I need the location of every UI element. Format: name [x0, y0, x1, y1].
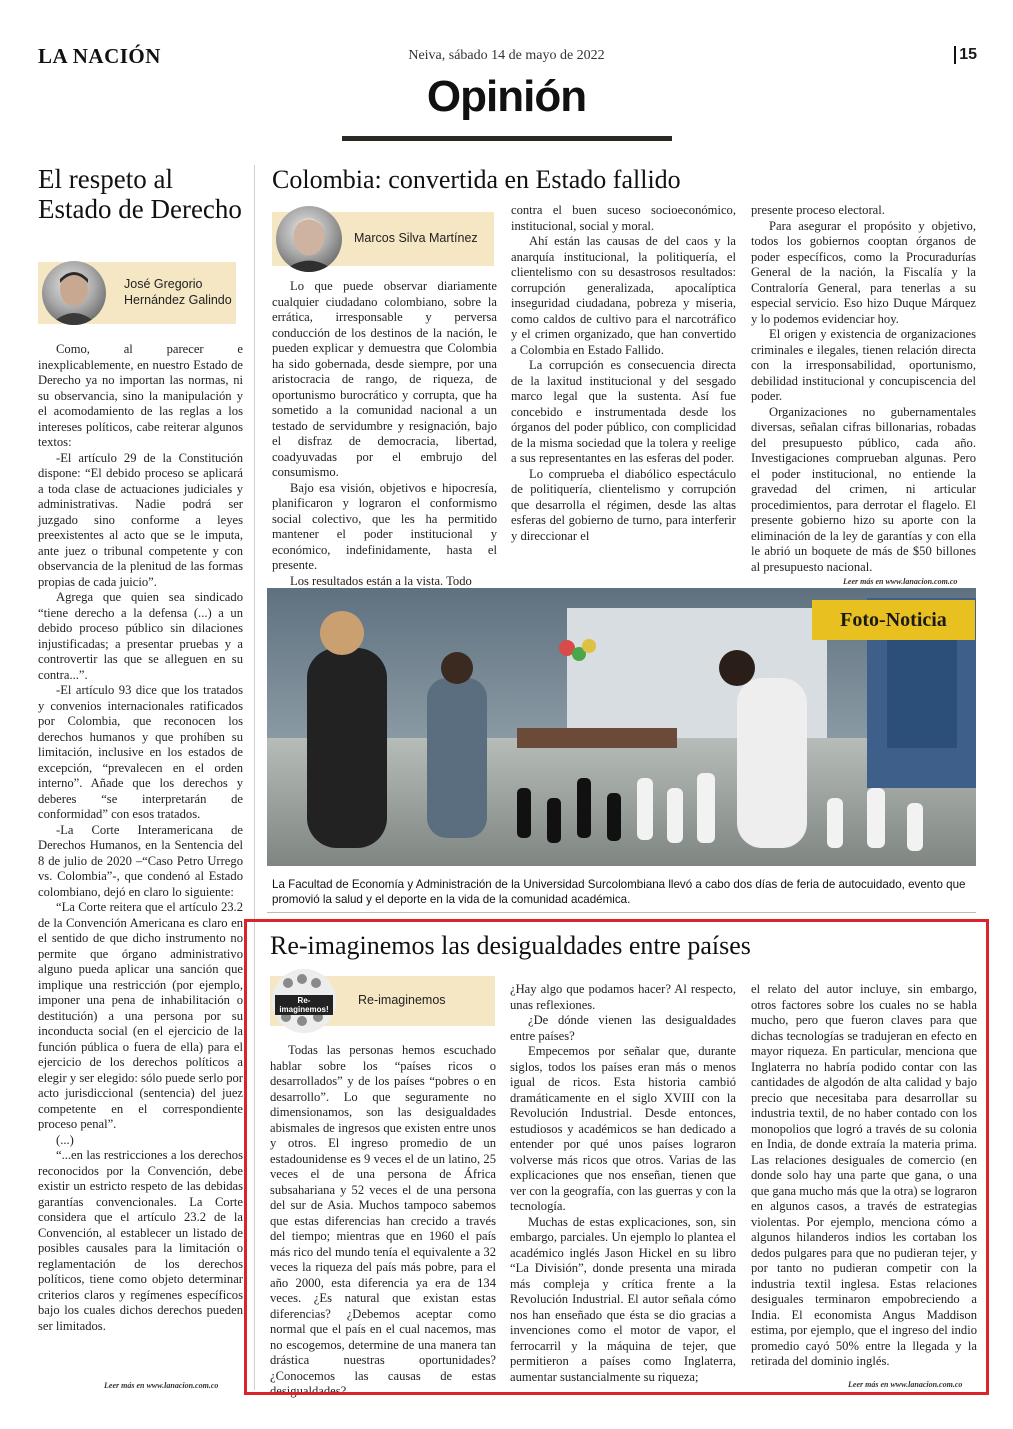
- photo-caption: La Facultad de Economía y Administración de la Universidad Surcolombiana llevó a cabo dos días de feria de autocuidado, evento que promovió la salud y el deporte en la vida de la comunidad académica.: [272, 878, 966, 906]
- left-paragraph: “La Corte reitera que el artículo 23.2 de la Convención Americana es claro en el sentido de que dicho instrumento no permite que órgano administrativo alguno pueda aplicar una sanción que implique una restricción (por ejemplo, imponer una pena de inhabilitación o destitución) a una persona por su inconducta social (en el ejercicio de la función pública o fuera de ella) para el ejercicio de los derechos políticos a elegir y ser elegido: sólo puede serlo por acto jurisdiccional (sentencia) del juez competente en el correspondiente proceso penal”.: [38, 900, 243, 1131]
- bottom-article-headline: Re-imaginemos las desigualdades entre países: [270, 931, 751, 960]
- section-rule: [342, 136, 672, 141]
- bottom-paragraph: el relato del autor incluye, sin embargo, otros factores sobre los cuales no se habla mucho, pero que fueron claves para que dichas tecnologías se tradujeran en efecto en mayor riqueza. En particular, menciona que Inglaterra no habría podido contar con las cantidades de algodón de alta calidad y bajo precio que necesitaba para desarrollar su industria textil, de no haber contado con los monopolios que logró a través de su colonia en India, de donde extraía la materia prima. Las relaciones desiguales de comercio (en donde solo hay una parte que gana, o una que gana mucho más que la otra) se lograron en algunos casos, a través de estrategias violentas. Por ejemplo, menciona cómo a algunos hilanderos indios les cortaban los dedos pulgares para que no pudieran tejer, y por tanto no pudieran competir con la industria textil inglesa. Estas relaciones desiguales terminaron empobreciendo a India. El economista Angus Maddison estima, por ejemplo, que el ingreso del indio promedio cayó 50% entre la llegada y la retirada del dominio inglés.: [751, 982, 977, 1368]
- bottom-paragraph: Muchas de estas explicaciones, son, sin embargo, parciales. Un ejemplo lo plantea el académico inglés Jason Hickel en su libro “La División”, donde presenta una mirada más compleja y crítica frente a la Revolución Industrial. El autor señala cómo nos han enseñado que ésta se dio gracias a invenciones como el motor de vapor, el ferrocarril y la máquina de tejer, que permitieron a países como Inglaterra, aumentar sustancialmente su riqueza;: [510, 1214, 736, 1384]
- top-paragraph: Lo comprueba el diabólico espectáculo de politiquería, clientelismo y corrupción que desarrolla el régimen, desde las altas esferas del gobierno de turno, para interferir y direccionar el: [511, 466, 736, 543]
- author-photo-icon: [276, 206, 342, 272]
- top-paragraph: contra el buen suceso socioeconómico, institucional, social y moral.: [511, 203, 736, 233]
- bottom-article-column-1: [270, 1043, 496, 1400]
- top-paragraph: Bajo esa visión, objetivos e hipocresía, planificaron y lograron el conformismo social colectivo, que les ha permitido mantener el poder institucional y económico, indefinidamente, hasta el presente.: [272, 480, 497, 572]
- left-paragraph: Como, al parecer e inexplicablemente, en nuestro Estado de Derecho ya no importan las normas, ni su observancia, sino la manipulación y el acomodamiento de las reglas a los intereses políticos, cabe reiterar algunos textos:: [38, 342, 243, 449]
- top-paragraph: La corrupción es consecuencia directa de la laxitud institucional y del sesgado marco legal que la sustenta. Así fue concebido e instrumentada desde los órganos del poder público, con complicidad de la misma sociedad que la tolera y reelige a sus representantes en las esferas del poder.: [511, 358, 736, 465]
- top-article-column-2: [511, 203, 736, 544]
- bottom-paragraph: Empecemos por señalar que, durante siglos, todos los países eran más o menos igual de ricos. Esta historia cambió dramáticamente en el siglo XVIII con la Revolución Industrial. Desde entonces, estudiosos y académicos se han dedicado a entender por qué unos países lograron volverse más ricos que otros. Varias de las explicaciones que nos enseñan, tienen que ver con la geografía, con las guerras y con la tecnología.: [510, 1044, 736, 1213]
- top-article-author-box: [272, 212, 494, 266]
- left-paragraph: Agrega que quien sea sindicado “tiene derecho a la defensa (...) a un debido proceso público sin dilaciones injustificadas; a presentar pruebas y a controvertir las que se alleguen en su contra...”.: [38, 590, 243, 682]
- left-paragraph: -El artículo 29 de la Constitución dispone: “El debido proceso se aplicará a toda clase de actuaciones judiciales y administrativas. Nadie podrá ser juzgado sino conforme a leyes preexistentes al acto que se le imputa, ante juez o tribunal competente y con observancia de la plenitud de las formas propias de cada juicio”.: [38, 450, 243, 589]
- bottom-article-column-2: [510, 982, 736, 1385]
- top-paragraph: Los resultados están a la vista. Todo: [290, 573, 472, 588]
- reimaginemos-logo-icon: [272, 969, 336, 1033]
- top-paragraph: El origen y existencia de organizaciones criminales e ilegales, tienen relación directa con la irresponsabilidad, oportunismo, debilidad institucional y concupiscencia del poder.: [751, 327, 976, 403]
- top-paragraph: Ahí están las causas de del caos y la anarquía institucional, la politiquería, el clientelismo con su desastrosos resultados: corrupción generalizada, apocalíptica inseguridad ciudadana, pobreza y miseria, como caldos de cultivo para el narcotráfico y el crimen organizado, que han convertido a Colombia en Estado Fallido.: [511, 234, 736, 357]
- left-read-more-link[interactable]: Leer más en www.lanacion.com.co: [104, 1381, 219, 1390]
- logo-text: Re-imaginemos!: [275, 995, 333, 1015]
- bottom-article-author-box: [270, 976, 495, 1026]
- page-number: 15: [954, 46, 977, 64]
- left-paragraph: -La Corte Interamericana de Derechos Humanos, en la Sentencia del 8 de julio de 2020 –“Caso Petro Urrego vs. Colombia”-, que condenó al Estado colombiano, dejó en claro lo siguiente:: [38, 822, 243, 899]
- foto-noticia-badge: Foto-Noticia: [812, 600, 975, 640]
- bottom-paragraph: ¿De dónde vienen las desigualdades entre países?: [510, 1013, 736, 1043]
- top-paragraph: presente proceso electoral.: [751, 203, 885, 217]
- bottom-paragraph: ¿Hay algo que podamos hacer? Al respecto, unas reflexiones.: [510, 982, 736, 1012]
- top-paragraph: Para asegurar el propósito y objetivo, todos los gobiernos cooptan órganos de poder específicos, como la Procuradurías General de la nación, la Fiscalía y la Contraloría General, para tenerlas a su especial servicio. Eso hizo Duque Márquez y lo podemos evidenciar hoy.: [751, 218, 976, 326]
- section-title: Opinión: [426, 72, 587, 121]
- left-article-headline: El respeto al Estado de Derecho: [38, 164, 242, 224]
- bottom-article-author-name: Re-imaginemos: [358, 993, 446, 1008]
- top-read-more-link[interactable]: Leer más en www.lanacion.com.co: [843, 577, 958, 586]
- top-article-column-1: [272, 279, 497, 589]
- left-article-author-box: [38, 262, 236, 324]
- left-article-body: [38, 342, 243, 1334]
- left-paragraph: -El artículo 93 dice que los tratados y convenios internacionales ratificados por Colombia, que reconocen los derechos humanos y que prohíben su limitación, inclusive en los estados de excepción, “prevalecen en el orden interno”. Añade que los derechos y deberes “se interpretarán de conformidad” con esos tratados.: [38, 683, 243, 821]
- bottom-read-more-link[interactable]: Leer más en www.lanacion.com.co: [848, 1380, 963, 1389]
- column-divider: [254, 165, 255, 1390]
- bottom-article-column-3: [751, 982, 977, 1370]
- caption-divider: [267, 912, 976, 913]
- left-paragraph: “...en las restricciones a los derechos reconocidos por la Convención, debe existir un estricto respeto de las debidas garantías convencionales. La Corte considera que el artículo 23.2 de la Convención, al establecer un listado de posibles causales para la limitación o reglamentación de los derechos políticos, tiene como objeto determinar criterios claros y regímenes específicos bajo los cuales dichos derechos pueden ser limitados.: [38, 1148, 243, 1333]
- top-article-author-name: Marcos Silva Martínez: [354, 231, 478, 246]
- left-paragraph: (...): [56, 1132, 74, 1147]
- top-article-headline: Colombia: convertida en Estado fallido: [272, 165, 681, 194]
- top-paragraph: Lo que puede observar diariamente cualquier ciudadano colombiano, sobre la errática, irresponsable y perversa conducción de los destinos de la nación, le pueden explicar y demuestra que Colombia ha sido gobernada, desde siempre, por una aristocracia de rango, de riqueza, de oportunismo burocrático y corrupta, que ha sometido a la comunidad nacional a un testado de servidumbre y resignación, bajo el disfraz de democracia, libertad, coadyuvadas por el embrujo del consumismo.: [272, 279, 497, 479]
- bottom-paragraph: Todas las personas hemos escuchado hablar sobre los “países ricos o desarrollados” y de los países “pobres o en desarrollo”. Lo que seguramente no dimensionamos, son las desigualdades abismales de ingresos que existen entre unos y otros. El ingreso promedio de un estadounidense es 9 veces el de un latino, 25 veces el de una persona de África subsahariana y 52 veces el de una persona del sur de Asia. Muchos tampoco sabemos que estas diferencias han crecido a través del tiempo; mientras que en 1960 el país más rico del mundo tenía el equivalente a 32 veces la riqueza del país más pobre, para el año 2000, esta diferencia ya era de 134 veces. ¿Es natural que existan estas diferencias? ¿Debemos aceptar como normal que el país en el cual nacemos, mas no escogemos, determine de una manera tan drástica nuestras oportunidades? ¿Conocemos las causas de estas desigualdades?: [270, 1043, 496, 1398]
- top-article-column-3: [751, 203, 976, 575]
- left-article-author-name: José Gregorio Hernández Galindo: [124, 277, 232, 307]
- newspaper-logo: LA NACIÓN: [38, 44, 161, 68]
- top-paragraph: Organizaciones no gubernamentales diversas, señalan cifras billonarias, robadas del presupuesto público, cada año. Investigaciones comprueban algunas. Pero el poder institucional, no entiende la gravedad del crimen, ni articular procedimientos, para derrotar el flagelo. El presente gobierno hizo su aporte con la eliminación de la ley de garantías y con ella le abrió un boquete de más de $50 billones al presupuesto nacional.: [751, 404, 976, 574]
- author-photo-icon: [42, 261, 106, 325]
- issue-date: Neiva, sábado 14 de mayo de 2022: [408, 48, 605, 63]
